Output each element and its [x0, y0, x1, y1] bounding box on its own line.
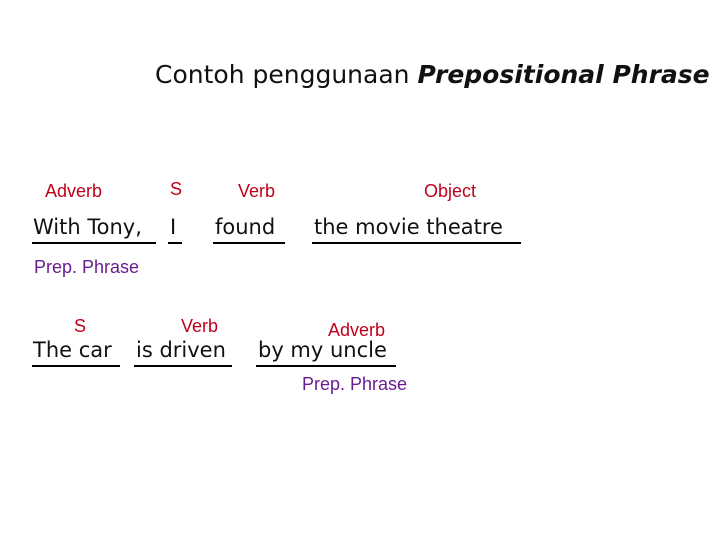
s1-prep-phrase-label: Prep. Phrase	[34, 257, 140, 277]
s1-verb-word: found	[215, 215, 276, 239]
slide-title	[155, 60, 710, 89]
s2-adverb-word: by my uncle	[258, 338, 387, 362]
s1-object-word: the movie theatre	[314, 215, 503, 239]
s2-prep-phrase-label: Prep. Phrase	[302, 374, 408, 394]
s1-adverb-word: With Tony,	[33, 215, 142, 239]
s1-verb-underline	[213, 242, 285, 244]
s2-verb-underline	[134, 365, 232, 367]
s1-adverb-underline	[32, 242, 156, 244]
s2-adverb-label: Adverb	[328, 320, 386, 340]
s1-subject-underline	[168, 242, 182, 244]
s2-subject-underline	[32, 365, 120, 367]
s1-subject-label: S	[170, 179, 183, 199]
s1-verb-label: Verb	[238, 181, 276, 201]
s1-adverb-label: Adverb	[45, 181, 103, 201]
s2-adverb-underline	[256, 365, 396, 367]
title-prefix: Contoh penggunaan	[155, 60, 410, 89]
s2-subject-word: The car	[33, 338, 112, 362]
s1-subject-word: I	[170, 215, 177, 239]
s1-object-label: Object	[424, 181, 477, 201]
s2-verb-label: Verb	[181, 316, 219, 336]
s2-subject-label: S	[74, 316, 87, 336]
title-emphasis: Prepositional Phrase	[417, 60, 710, 89]
s1-object-underline	[312, 242, 521, 244]
s2-verb-word: is driven	[136, 338, 226, 362]
